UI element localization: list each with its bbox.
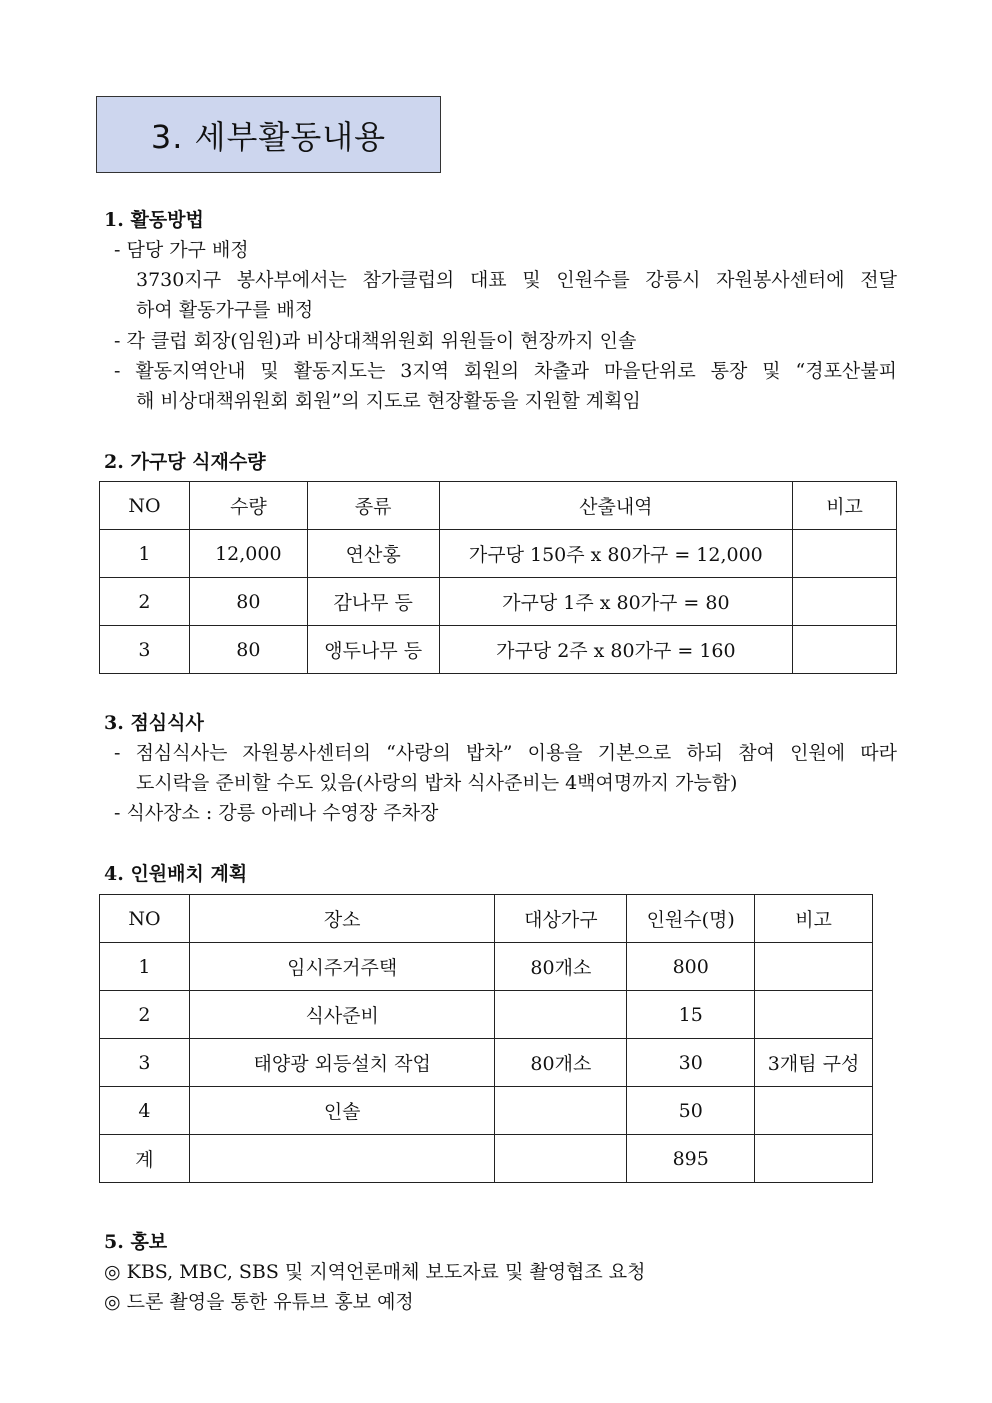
cell <box>495 1135 627 1183</box>
cell: 80 <box>189 578 307 626</box>
cell <box>793 530 897 578</box>
cell: 4 <box>100 1087 190 1135</box>
header-cell: 대상가구 <box>495 895 627 943</box>
promotion-line-1: ◎ KBS, MBC, SBS 및 지역언론매체 보도자료 및 촬영협조 요청 <box>104 1261 646 1283</box>
heading-lunch: 3. 점심식사 <box>104 712 204 734</box>
cell <box>755 943 873 991</box>
header-cell: 수량 <box>189 482 307 530</box>
table-row <box>100 578 897 626</box>
table-row <box>100 991 873 1039</box>
cell: 80개소 <box>495 943 627 991</box>
cell: 감나무 등 <box>307 578 439 626</box>
lunch-line-1: - 점심식사는 자원봉사센터의 “사랑의 밥차” 이용을 기본으로 하되 참여 인원에 따라 <box>114 742 897 764</box>
table-row <box>100 1087 873 1135</box>
cell: 3 <box>100 626 190 674</box>
method-line-1: - 담당 가구 배정 <box>114 239 249 261</box>
section-title: 3. 세부활동내용 <box>96 96 441 173</box>
header-cell: 장소 <box>189 895 495 943</box>
cell: 80 <box>189 626 307 674</box>
table-row <box>100 626 897 674</box>
method-line-4: - 각 클럽 회장(임원)과 비상대책위원회 위원들이 현장까지 인솔 <box>114 330 637 352</box>
cell: 2 <box>100 991 190 1039</box>
header-cell: 비고 <box>755 895 873 943</box>
header-cell: NO <box>100 482 190 530</box>
cell: 80개소 <box>495 1039 627 1087</box>
header-cell: 종류 <box>307 482 439 530</box>
cell: 1 <box>100 530 190 578</box>
method-line-2: 3730지구 봉사부에서는 참가클럽의 대표 및 인원수를 강릉시 자원봉사센터에 전달 <box>136 269 897 291</box>
cell: 15 <box>627 991 755 1039</box>
cell: 3개팀 구성 <box>755 1039 873 1087</box>
cell: 1 <box>100 943 190 991</box>
table-row <box>100 530 897 578</box>
header-cell: 산출내역 <box>439 482 793 530</box>
cell: 895 <box>627 1135 755 1183</box>
table-header-row <box>100 895 873 943</box>
header-cell: 비고 <box>793 482 897 530</box>
header-cell: NO <box>100 895 190 943</box>
table-row <box>100 1039 873 1087</box>
lunch-line-3: - 식사장소 : 강릉 아레나 수영장 주차장 <box>114 802 439 824</box>
header-cell: 인원수(명) <box>627 895 755 943</box>
cell: 연산홍 <box>307 530 439 578</box>
cell: 800 <box>627 943 755 991</box>
cell <box>495 1087 627 1135</box>
cell: 12,000 <box>189 530 307 578</box>
cell: 계 <box>100 1135 190 1183</box>
cell: 임시주거주택 <box>189 943 495 991</box>
cell: 50 <box>627 1087 755 1135</box>
cell <box>755 1087 873 1135</box>
cell: 30 <box>627 1039 755 1087</box>
cell: 식사준비 <box>189 991 495 1039</box>
cell: 2 <box>100 578 190 626</box>
method-line-6: 해 비상대책위원회 회원”의 지도로 현장활동을 지원할 계획임 <box>136 390 641 412</box>
method-line-5: - 활동지역안내 및 활동지도는 3지역 회원의 차출과 마을단위로 통장 및 “경포산불피 <box>114 360 897 382</box>
planting-table <box>99 481 897 674</box>
heading-staffing-plan: 4. 인원배치 계획 <box>104 863 248 885</box>
staffing-table <box>99 894 873 1183</box>
cell: 가구당 2주 x 80가구 = 160 <box>439 626 793 674</box>
cell <box>793 626 897 674</box>
heading-activity-method: 1. 활동방법 <box>104 209 204 231</box>
table-row <box>100 943 873 991</box>
promotion-line-2: ◎ 드론 촬영을 통한 유튜브 홍보 예정 <box>104 1291 414 1313</box>
cell: 태양광 외등설치 작업 <box>189 1039 495 1087</box>
cell: 인솔 <box>189 1087 495 1135</box>
cell <box>793 578 897 626</box>
cell <box>495 991 627 1039</box>
cell: 앵두나무 등 <box>307 626 439 674</box>
table-header-row <box>100 482 897 530</box>
cell <box>755 991 873 1039</box>
cell <box>189 1135 495 1183</box>
cell: 가구당 1주 x 80가구 = 80 <box>439 578 793 626</box>
cell: 3 <box>100 1039 190 1087</box>
cell: 가구당 150주 x 80가구 = 12,000 <box>439 530 793 578</box>
heading-planting-quantity: 2. 가구당 식재수량 <box>104 451 266 473</box>
method-line-3: 하여 활동가구를 배정 <box>136 299 314 321</box>
heading-promotion: 5. 홍보 <box>104 1231 168 1253</box>
table-total-row <box>100 1135 873 1183</box>
cell <box>755 1135 873 1183</box>
lunch-line-2: 도시락을 준비할 수도 있음(사랑의 밥차 식사준비는 4백여명까지 가능함) <box>136 772 738 794</box>
